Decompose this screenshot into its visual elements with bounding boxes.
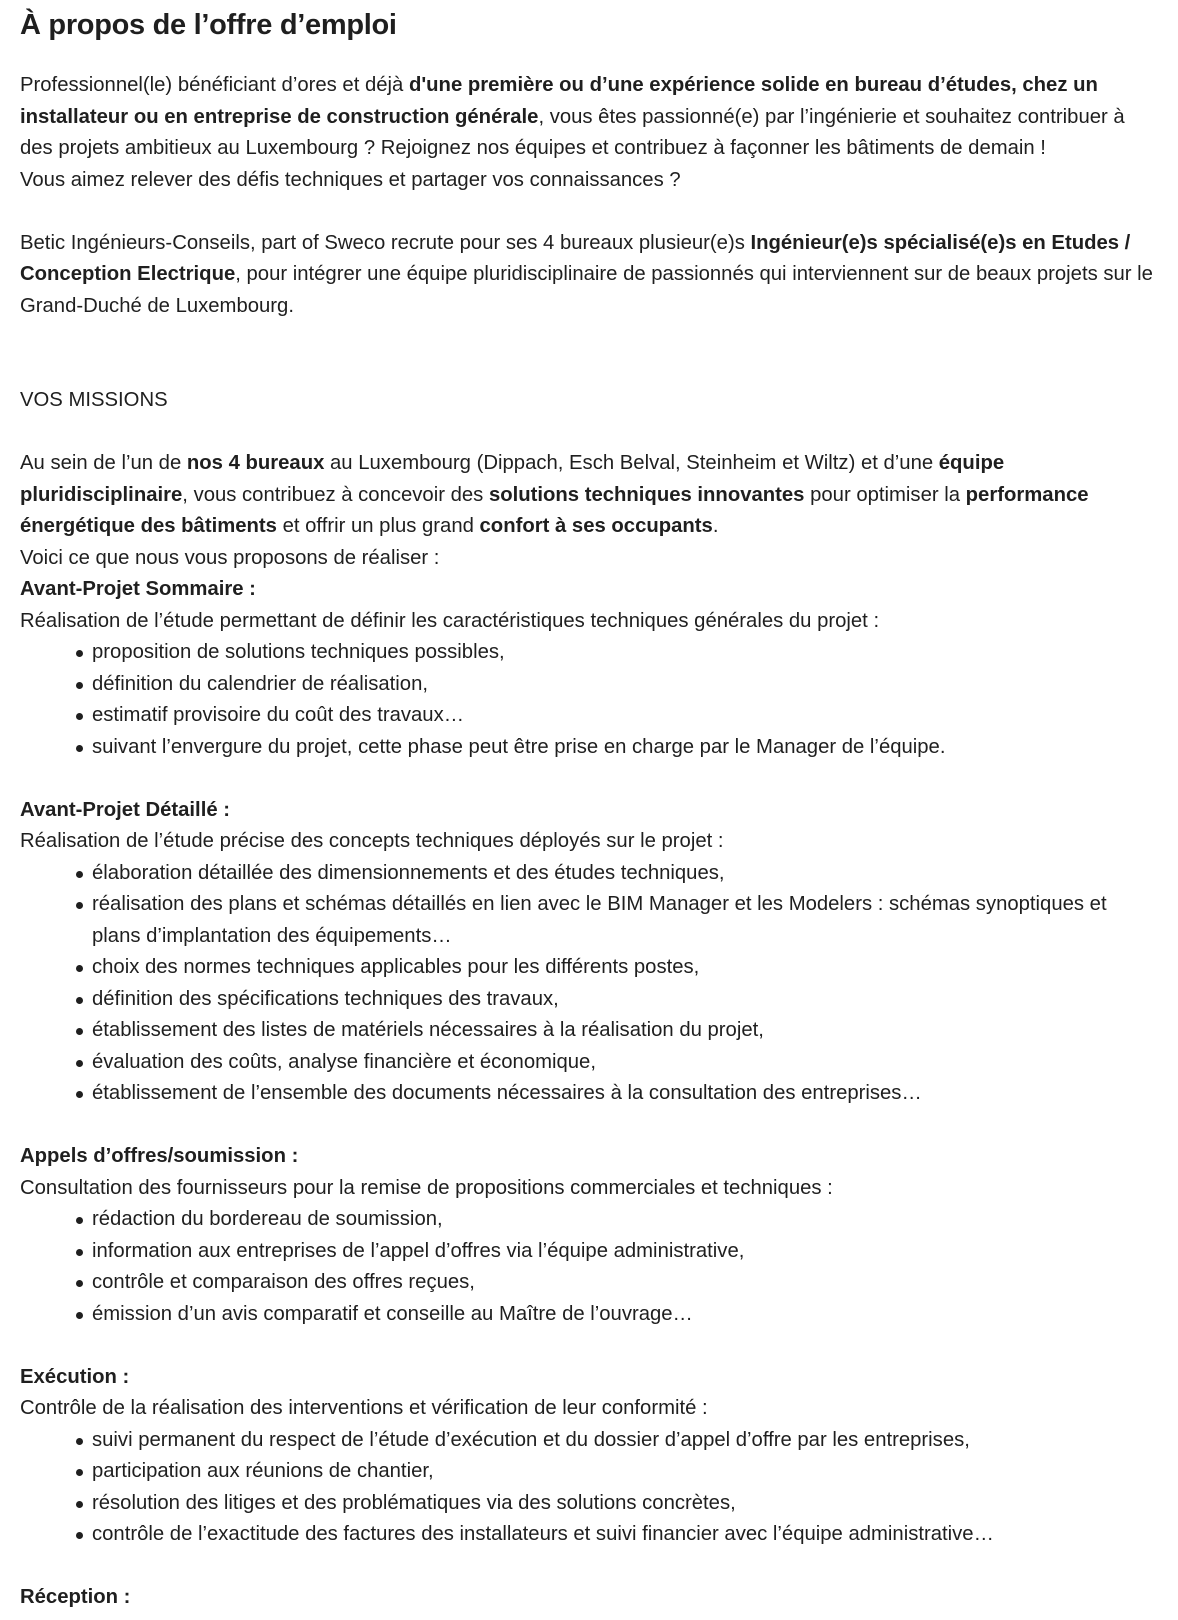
- missions-text: .: [712, 515, 719, 537]
- section-heading-appels-offres: Appels d’offres/soumission :: [20, 1145, 299, 1167]
- missions-text: pour optimiser la: [804, 483, 966, 506]
- section-list: [20, 1204, 1158, 1330]
- list-item: établissement de l’ensemble des documents nécessaires à la consultation des entreprises…: [92, 1078, 1158, 1110]
- position-title: Ingénieur(e)s spécialisé(e)s en Etudes / Conception Electrique: [20, 231, 1131, 285]
- company-text: Betic Ingénieurs-Conseils, part of Sweco recrute pour ses 4 bureaux plusieur(e)s: [20, 231, 751, 254]
- intro-question: Vous aimez relever des défis techniques et partager vos connaissances ?: [20, 168, 681, 191]
- missions-bold: confort à ses occupants: [479, 515, 713, 537]
- list-item: suivant l’envergure du projet, cette phase peut être prise en charge par le Manager de l’équipe.: [92, 732, 1158, 764]
- missions-bold: nos 4 bureaux: [186, 452, 325, 474]
- section-intro: Réalisation de l’étude permettant de définir les caractéristiques techniques générales du projet :: [20, 609, 880, 632]
- section-heading-execution: Exécution :: [20, 1365, 130, 1388]
- section-heading-avant-projet-detaille: Avant-Projet Détaillé :: [20, 798, 230, 821]
- company-paragraph: [20, 228, 1158, 323]
- list-item: établissement des listes de matériels nécessaires à la réalisation du projet,: [92, 1015, 1158, 1047]
- company-text: , pour intégrer une équipe pluridisciplinaire de passionnés qui interviennent sur de beaux projets sur le Grand-Duché de Luxembourg.: [20, 263, 1153, 317]
- intro-bold: d'une première ou d’une expérience solide en bureau d’études, chez un installateur ou en entreprise de construction générale: [20, 74, 1098, 128]
- list-item: suivi permanent du respect de l’étude d’exécution et du dossier d’appel d’offre par les entreprises,: [92, 1425, 1158, 1457]
- list-item: rédaction du bordereau de soumission,: [92, 1204, 1158, 1236]
- missions-heading: VOS MISSIONS: [20, 389, 168, 411]
- list-item: information aux entreprises de l’appel d’offres via l’équipe administrative,: [92, 1236, 1158, 1268]
- list-item: définition des spécifications techniques des travaux,: [92, 984, 1158, 1016]
- list-item: élaboration détaillée des dimensionnements et des études techniques,: [92, 858, 1158, 890]
- list-item: émission d’un avis comparatif et conseille au Maître de l’ouvrage…: [92, 1299, 1158, 1331]
- list-item: estimatif provisoire du coût des travaux…: [92, 700, 1158, 732]
- missions-text: au Luxembourg (Dippach, Esch Belval, Steinheim et Wiltz) et d’une: [324, 452, 939, 474]
- missions-bold: solutions techniques innovantes: [488, 483, 805, 506]
- list-item: proposition de solutions techniques possibles,: [92, 637, 1158, 669]
- list-item: participation aux réunions de chantier,: [92, 1456, 1158, 1488]
- missions-text: Au sein de l’un de: [20, 452, 187, 474]
- section-heading-reception: Réception :: [20, 1586, 131, 1608]
- list-item: contrôle et comparaison des offres reçues,: [92, 1267, 1158, 1299]
- section-intro: Réalisation de l’étude précise des concepts techniques déployés sur le projet :: [20, 830, 724, 852]
- list-item: réalisation des plans et schémas détaillés en lien avec le BIM Manager et les Modelers : schémas synoptiques et plans d’implantation des équipements…: [92, 889, 1158, 952]
- section-intro: Contrôle de la réalisation des interventions et vérification de leur conformité :: [20, 1397, 708, 1419]
- section-intro: Consultation des fournisseurs pour la remise de propositions commerciales et techniques :: [20, 1176, 833, 1199]
- intro-text: Professionnel(le) bénéficiant d’ores et déjà: [20, 74, 409, 96]
- list-item: définition du calendrier de réalisation,: [92, 669, 1158, 701]
- missions-text: et offrir un plus grand: [276, 515, 480, 537]
- section-list: [20, 1425, 1158, 1551]
- missions-paragraph: [20, 448, 1158, 543]
- section-list: [20, 858, 1158, 1110]
- missions-text: , vous contribuez à concevoir des: [182, 483, 489, 506]
- page-title: À propos de l’offre d’emploi: [20, 9, 397, 41]
- intro-text: , vous êtes passionné(e) par l’ingénierie et souhaitez contribuer à des projets ambitieux au Luxembourg ? Rejoignez nos équipes et contribuez à façonner les bâtiments de demain !: [20, 105, 1125, 159]
- list-item: contrôle de l’exactitude des factures des installateurs et suivi financier avec l’équipe administrative…: [92, 1519, 1158, 1551]
- section-list: [20, 637, 1158, 763]
- missions-lead: Voici ce que nous vous proposons de réaliser :: [20, 546, 440, 569]
- list-item: évaluation des coûts, analyse financière et économique,: [92, 1047, 1158, 1079]
- section-heading-avant-projet-sommaire: Avant-Projet Sommaire :: [20, 578, 256, 600]
- list-item: résolution des litiges et des problématiques via des solutions concrètes,: [92, 1488, 1158, 1520]
- intro-paragraph: [20, 70, 1158, 165]
- missions-bold: équipe pluridisciplinaire: [20, 452, 1005, 506]
- list-item: choix des normes techniques applicables pour les différents postes,: [92, 952, 1158, 984]
- missions-bold: performance énergétique des bâtiments: [20, 483, 1089, 537]
